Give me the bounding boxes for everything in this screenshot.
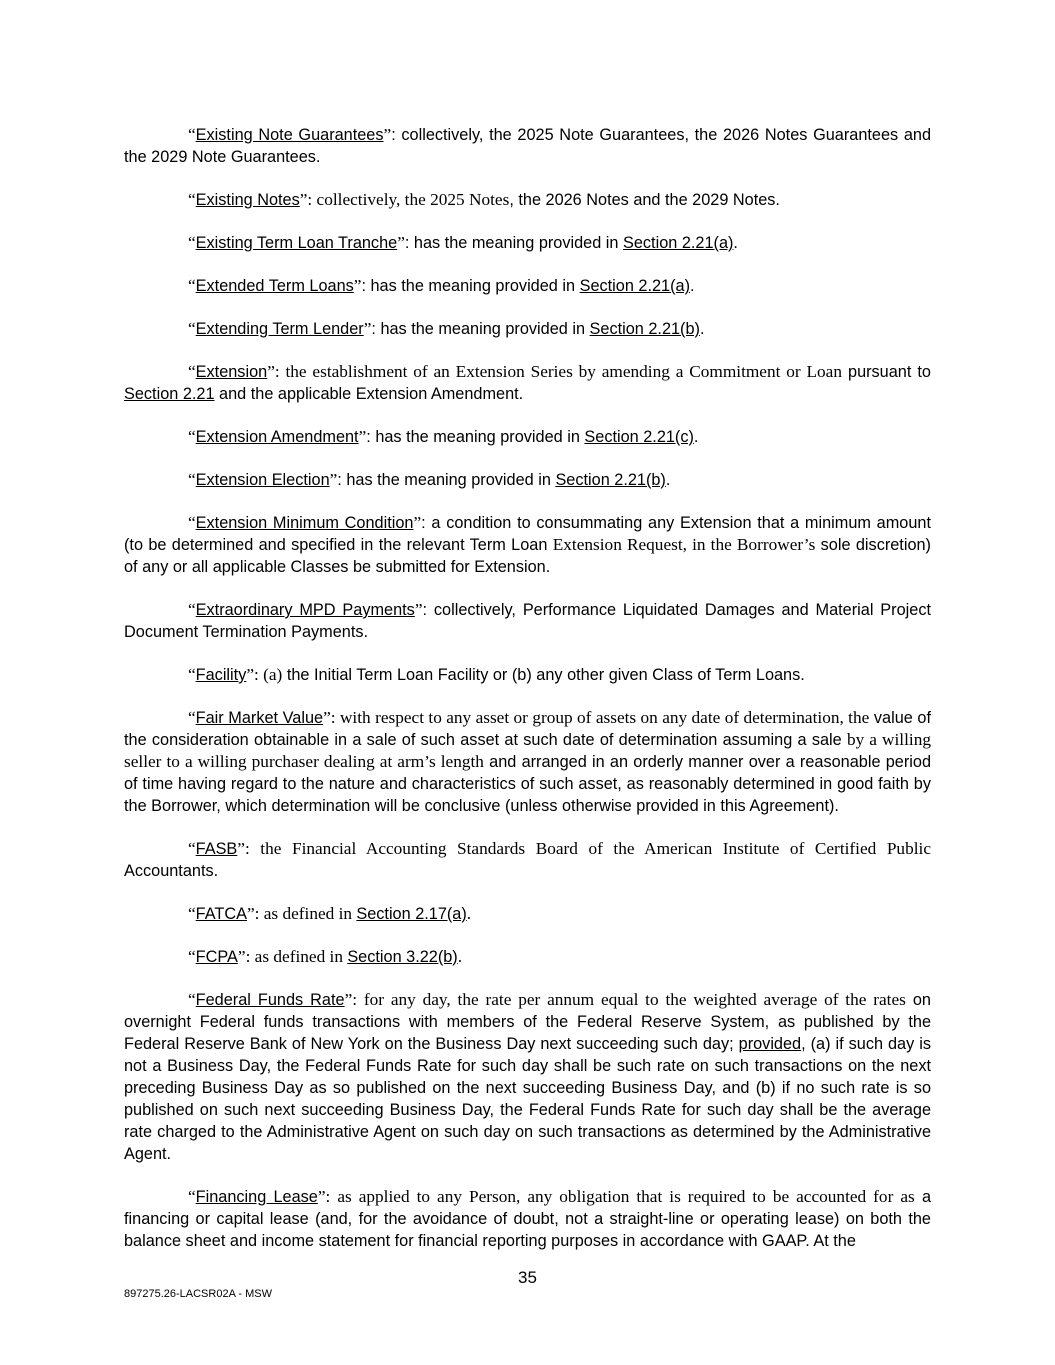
definition-text: : has the meaning provided in — [371, 320, 590, 338]
close-quote: ” — [267, 362, 275, 381]
open-quote: “ — [188, 233, 196, 252]
open-quote: “ — [188, 470, 196, 489]
definition-paragraph — [124, 838, 931, 882]
definition-text: Accountants. — [124, 862, 219, 880]
open-quote: “ — [188, 276, 196, 295]
definition-paragraph — [124, 1186, 931, 1252]
open-quote: “ — [188, 839, 196, 858]
definition-text: : collectively, the 2025 Notes — [307, 190, 510, 209]
open-quote: “ — [188, 1187, 196, 1206]
close-quote: ” — [246, 665, 255, 684]
definition-text: : has the meaning provided in — [366, 428, 585, 446]
cross-reference: Section 2.21(a) — [579, 277, 690, 295]
definition-paragraph — [124, 707, 931, 817]
cross-reference: Section 2.21(b) — [589, 320, 700, 338]
defined-term: Fair Market Value — [195, 709, 324, 727]
definition-text: by a willing seller to a willing purchaser dealing at arm’s length — [124, 730, 931, 771]
definition-text: : the Financial Accounting Standards Board of the American Institute of Certified Public — [244, 839, 931, 858]
definition-paragraph — [124, 361, 931, 405]
definition-text: : as applied to any Person, any obligation that is required to be accounted for as — [325, 1187, 915, 1206]
definition-text: : for any day, the rate per annum equal to the weighted average of the rates — [352, 990, 906, 1009]
cross-reference: Section 2.21(a) — [623, 234, 734, 252]
definition-text: . — [693, 428, 699, 446]
open-quote: “ — [188, 600, 196, 619]
definition-text: : the establishment of an Extension Series by amending a Commitment or Loan — [274, 362, 842, 381]
definition-paragraph — [124, 946, 931, 968]
definition-text: and the applicable Extension Amendment. — [214, 385, 524, 403]
open-quote: “ — [188, 427, 196, 446]
definition-paragraph — [124, 664, 931, 686]
definition-paragraph — [124, 599, 931, 643]
cross-reference: Section 2.21(c) — [584, 428, 694, 446]
close-quote: ” — [323, 708, 331, 727]
close-quote: ” — [413, 513, 422, 532]
definition-text: : with respect to any asset or group of assets on any date of determination, the — [330, 708, 870, 727]
definition-text: : has the meaning provided in — [337, 471, 556, 489]
definition-text: . — [733, 234, 738, 252]
close-quote: ” — [246, 904, 255, 923]
definition-text: . — [665, 471, 671, 489]
defined-term: FCPA — [195, 948, 238, 966]
definition-text: . — [466, 904, 472, 923]
definition-text: and arranged in an orderly manner over a reasonable period of time having regard to the nature and characteristics of such asset, as reasonably determined in good faith by the Borrower, which determination will be conclusive (unless otherwise provided in this Agreement). — [124, 753, 931, 815]
defined-term: Extension Election — [195, 471, 330, 489]
definition-text: . — [690, 277, 695, 295]
close-quote: ” — [414, 600, 423, 619]
definition-paragraph — [124, 469, 931, 491]
definition-paragraph — [124, 426, 931, 448]
definition-paragraph — [124, 512, 931, 578]
open-quote: “ — [188, 990, 196, 1009]
close-quote: ” — [344, 990, 353, 1009]
definition-paragraph — [124, 124, 931, 168]
definition-text: . — [457, 947, 463, 966]
open-quote: “ — [188, 319, 196, 338]
definition-text: : collectively, Performance Liquidated Damages and Material Project Document Termination Payments. — [124, 601, 931, 641]
open-quote: “ — [188, 362, 196, 381]
close-quote: ” — [363, 319, 372, 338]
defined-term: FASB — [195, 840, 238, 858]
definition-text: : has the meaning provided in — [361, 277, 580, 295]
definition-text: Extension Request, in the Borrower’s — [552, 535, 816, 554]
cross-reference: Section 2.21 — [124, 385, 215, 403]
defined-term: Extension — [195, 363, 268, 381]
close-quote: ” — [237, 947, 246, 966]
definition-text: : a condition to consummating any Extension that a minimum amount (to be determined and specified in the relevant Term Loan — [124, 514, 931, 554]
document-body — [124, 124, 931, 1273]
page-number: 35 — [518, 1268, 537, 1287]
defined-term: Extraordinary MPD Payments — [195, 601, 415, 619]
defined-term: Extension Amendment — [195, 428, 359, 446]
definition-text: , the 2026 Notes and the 2029 Notes. — [509, 191, 780, 209]
defined-term: Extending Term Lender — [195, 320, 364, 338]
definition-paragraph — [124, 275, 931, 297]
open-quote: “ — [188, 904, 196, 923]
definition-text: . — [699, 320, 705, 338]
definition-text: a financing or capital lease (and, for the avoidance of doubt, not a straight-line or operating lease) on both the balance sheet and income statement for financial reporting purposes in accordance with GAAP. At the — [124, 1188, 931, 1250]
close-quote: ” — [353, 276, 362, 295]
defined-term: Extension Minimum Condition — [195, 514, 414, 532]
definition-text: on overnight Federal funds transactions with members of the Federal Reserve System, as published by the Federal Reserve Bank of New York on the Business Day next succeeding such day; — [124, 991, 931, 1053]
close-quote: ” — [329, 470, 338, 489]
close-quote: ” — [383, 125, 392, 144]
definition-text: the Initial Term Loan Facility or (b) any other given Class of Term Loans. — [282, 666, 805, 684]
defined-term: Financing Lease — [195, 1188, 318, 1206]
definition-text: : as defined in — [245, 947, 348, 966]
definition-text: , (a) if such day is not a Business Day, the Federal Funds Rate for such day shall be such rate on such transactions on the next preceding Business Day as so published on the next succeeding Business Day, and (b) if no such rate is so published on such next succeeding Business Day, the Federal Funds Rate for such day shall be the average rate charged to the Administrative Agent on such day on such transactions as determined by the Administrative Agent. — [124, 1035, 931, 1163]
open-quote: “ — [188, 190, 196, 209]
definition-paragraph — [124, 232, 931, 254]
defined-term: Existing Note Guarantees — [195, 126, 384, 144]
definition-text: sole discretion) of any or all applicable Classes be submitted for Extension. — [124, 536, 931, 576]
definition-paragraph — [124, 318, 931, 340]
open-quote: “ — [188, 947, 196, 966]
cross-reference: provided — [738, 1035, 802, 1053]
close-quote: ” — [358, 427, 367, 446]
definition-text: value of the consideration obtainable in a sale of such asset at such date of determination assuming a sale — [124, 709, 931, 749]
definition-paragraph — [124, 989, 931, 1165]
open-quote: “ — [188, 708, 196, 727]
close-quote: ” — [299, 190, 308, 209]
definition-text: : (a) — [254, 665, 283, 684]
definition-paragraph — [124, 903, 931, 925]
definition-text: : as defined in — [254, 904, 357, 923]
definition-paragraph — [124, 189, 931, 211]
defined-term: Federal Funds Rate — [195, 991, 345, 1009]
close-quote: ” — [397, 233, 405, 252]
defined-term: Existing Term Loan Tranche — [195, 234, 398, 252]
definition-text: pursuant to — [841, 363, 931, 381]
cross-reference: Section 2.17(a) — [356, 905, 467, 923]
open-quote: “ — [188, 513, 196, 532]
defined-term: Extended Term Loans — [195, 277, 354, 295]
definition-text: : has the meaning provided in — [404, 234, 623, 252]
definition-text: : collectively, the 2025 Note Guarantees, the 2026 Notes Guarantees and the 2029 Note Guarantees. — [124, 126, 932, 166]
cross-reference: Section 2.21(b) — [555, 471, 666, 489]
close-quote: ” — [237, 839, 245, 858]
document-id: 897275.26-LACSR02A - MSW — [124, 1288, 272, 1300]
defined-term: FATCA — [195, 905, 247, 923]
cross-reference: Section 3.22(b) — [347, 948, 458, 966]
open-quote: “ — [188, 125, 196, 144]
defined-term: Existing Notes — [195, 191, 300, 209]
open-quote: “ — [188, 665, 196, 684]
close-quote: ” — [317, 1187, 326, 1206]
defined-term: Facility — [195, 666, 247, 684]
